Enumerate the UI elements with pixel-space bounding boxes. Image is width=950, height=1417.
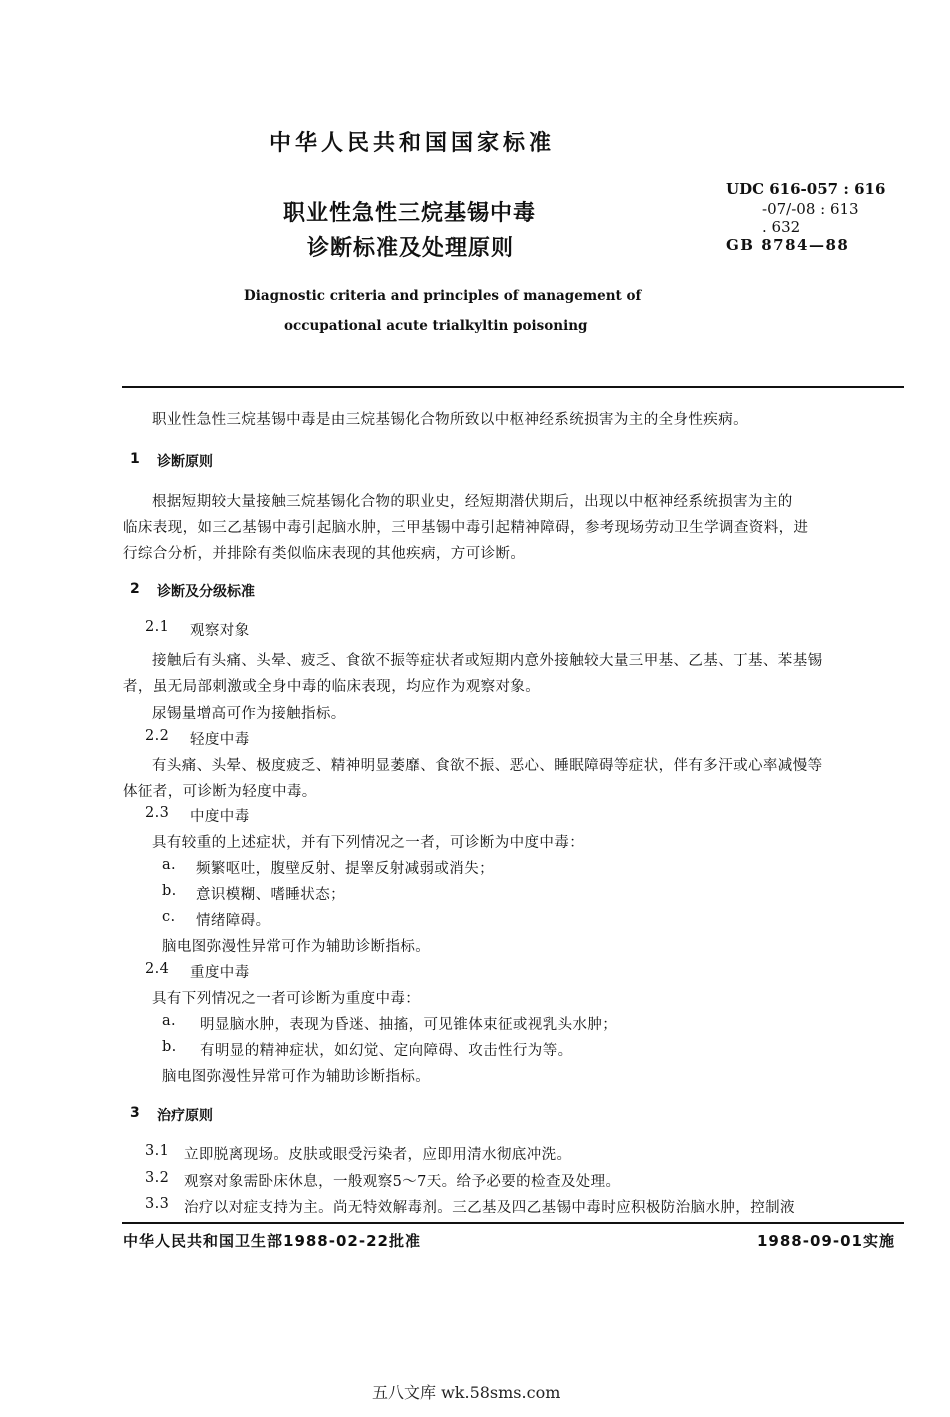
subsection-2-4-number: 2.4 bbox=[145, 961, 170, 977]
subsection-2-1-line1: 接触后有头痛、头晕、疲乏、食欲不振等症状者或短期内意外接触较大量三甲基、乙基、丁基、苯基锡 bbox=[152, 653, 823, 669]
subsection-2-2-number: 2.2 bbox=[145, 728, 170, 744]
section1-line1: 根据短期较大量接触三烷基锡化合物的职业史，经短期潜伏期后，出现以中枢神经系统损害为主的 bbox=[152, 494, 793, 510]
subsection-3-2-number: 3.2 bbox=[145, 1170, 170, 1186]
subsection-2-3-title: 中度中毒 bbox=[190, 809, 250, 825]
subsection-3-2-text: 观察对象需卧床休息，一般观察5～7天。给予必要的检查及处理。 bbox=[184, 1174, 621, 1190]
list-item-text: 情绪障碍。 bbox=[196, 913, 271, 929]
subsection-2-4-intro: 具有下列情况之一者可诊断为重度中毒： bbox=[152, 991, 421, 1007]
footer-divider bbox=[122, 1222, 904, 1224]
list-item-label: a. bbox=[162, 857, 177, 873]
list-item-text: 有明显的精神症状，如幻觉、定向障碍、攻击性行为等。 bbox=[200, 1043, 573, 1059]
title-en-line2: occupational acute trialkyltin poisoning bbox=[284, 318, 588, 334]
list-item-label: b. bbox=[162, 1039, 177, 1055]
subsection-2-2-line2: 体征者，可诊断为轻度中毒。 bbox=[123, 784, 317, 800]
subsection-2-1-title: 观察对象 bbox=[190, 623, 250, 639]
section2-number: 2 bbox=[130, 581, 140, 597]
subsection-2-1-number: 2.1 bbox=[145, 619, 170, 635]
subsection-2-3-intro: 具有较重的上述症状，并有下列情况之一者，可诊断为中度中毒： bbox=[152, 835, 585, 851]
section1-line2: 临床表现，如三乙基锡中毒引起脑水肿，三甲基锡中毒引起精神障碍，参考现场劳动卫生学调查资料，进 bbox=[123, 520, 809, 536]
subsection-2-1-line2: 者，虽无局部刺激或全身中毒的临床表现，均应作为观察对象。 bbox=[123, 679, 541, 695]
subsection-3-3-text: 治疗以对症支持为主。尚无特效解毒剂。三乙基及四乙基锡中毒时应积极防治脑水肿，控制液 bbox=[184, 1200, 795, 1216]
udc-line2: -07/-08 : 613 bbox=[762, 200, 859, 218]
subsection-3-1-number: 3.1 bbox=[145, 1143, 170, 1159]
approval-line: 中华人民共和国卫生部1988-02-22批准 bbox=[123, 1232, 421, 1250]
section2-title: 诊断及分级标准 bbox=[157, 584, 255, 600]
section3-title: 治疗原则 bbox=[157, 1108, 213, 1124]
list-item-label: b. bbox=[162, 883, 177, 899]
section1-line3: 行综合分析，并排除有类似临床表现的其他疾病，方可诊断。 bbox=[123, 546, 526, 562]
national-standard-heading: 中华人民共和国国家标准 bbox=[269, 131, 556, 156]
subsection-2-3-number: 2.3 bbox=[145, 805, 170, 821]
section3-number: 3 bbox=[130, 1105, 140, 1121]
list-item-text: 意识模糊、嗜睡状态； bbox=[196, 887, 345, 903]
watermark-text: 五八文库 wk.58sms.com bbox=[372, 1383, 561, 1402]
udc-line1: UDC 616-057 : 616 bbox=[726, 180, 886, 198]
intro-paragraph: 职业性急性三烷基锡中毒是由三烷基锡化合物所致以中枢神经系统损害为主的全身性疾病。 bbox=[152, 412, 748, 428]
subsection-2-3-note: 脑电图弥漫性异常可作为辅助诊断指标。 bbox=[162, 939, 431, 955]
section1-title: 诊断原则 bbox=[157, 454, 213, 470]
gb-code: GB 8784—88 bbox=[726, 236, 850, 254]
subsection-3-3-number: 3.3 bbox=[145, 1196, 170, 1212]
udc-line3: . 632 bbox=[762, 218, 801, 236]
list-item-label: c. bbox=[162, 909, 176, 925]
subsection-3-1-text: 立即脱离现场。皮肤或眼受污染者，应即用清水彻底冲洗。 bbox=[184, 1147, 572, 1163]
subsection-2-4-note: 脑电图弥漫性异常可作为辅助诊断指标。 bbox=[162, 1069, 431, 1085]
title-cn-line1: 职业性急性三烷基锡中毒 bbox=[283, 201, 537, 226]
list-item-text: 明显脑水肿，表现为昏迷、抽搐，可见锥体束征或视乳头水肿； bbox=[200, 1017, 618, 1033]
list-item-text: 频繁呕吐，腹壁反射、提睾反射减弱或消失； bbox=[196, 861, 494, 877]
list-item-label: a. bbox=[162, 1013, 177, 1029]
subsection-2-2-title: 轻度中毒 bbox=[190, 732, 250, 748]
title-en-line1: Diagnostic criteria and principles of management of bbox=[244, 288, 642, 304]
subsection-2-2-line1: 有头痛、头晕、极度疲乏、精神明显萎靡、食欲不振、恶心、睡眠障碍等症状，伴有多汗或心率减慢等 bbox=[152, 758, 823, 774]
subsection-2-4-title: 重度中毒 bbox=[190, 965, 250, 981]
section1-number: 1 bbox=[130, 451, 140, 467]
effective-date: 1988-09-01实施 bbox=[757, 1232, 895, 1250]
title-cn-line2: 诊断标准及处理原则 bbox=[307, 236, 515, 261]
header-divider bbox=[122, 386, 904, 388]
subsection-2-1-line3: 尿锡量增高可作为接触指标。 bbox=[152, 706, 346, 722]
